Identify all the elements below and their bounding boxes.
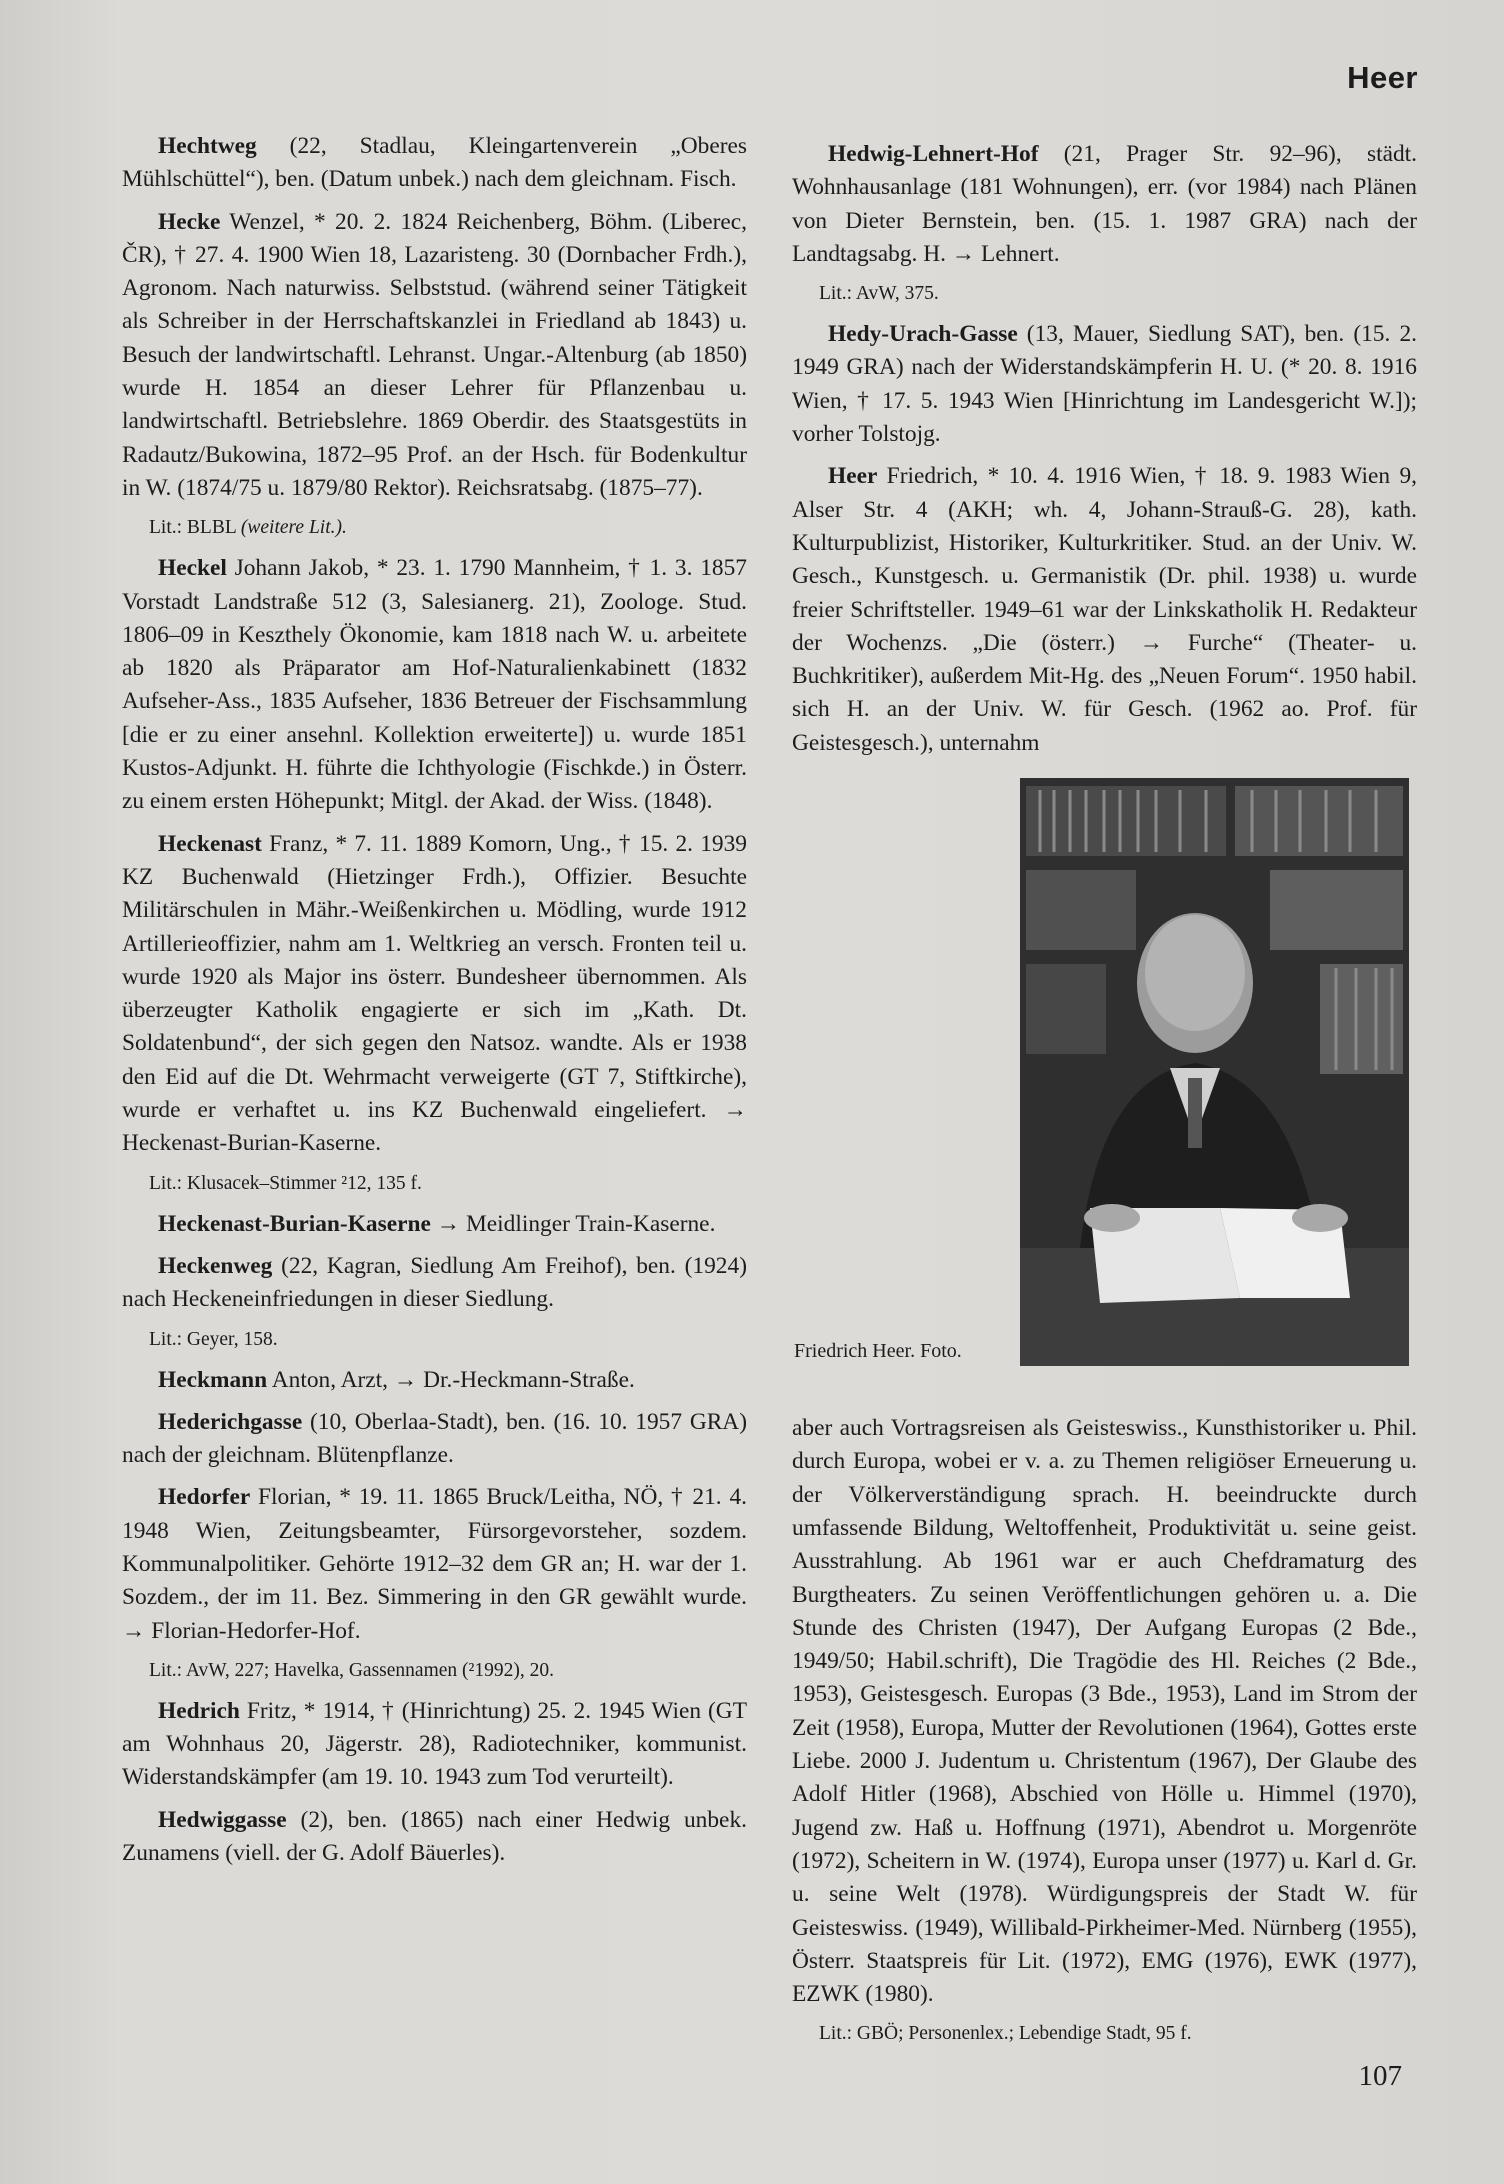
headword: Hedrich [158, 1697, 240, 1724]
entry-text: Wenzel, * 20. 2. 1824 Reichenberg, Böhm. (Liberec, ČR), † 27. 4. 1900 Wien 18, Lazaristeng. 30 (Dornbacher Frdh.), Agronom. Nach naturwiss. Selbststud. (während seiner Tätigkeit als Schreiber in der Herrschaftskanzlei in Friedland ab 1843) u. Besuch der landwirtschaftl. Lehranst. Ungar.-Altenburg (ab 1850) wurde H. 1854 an dieser Lehrer für Pflanzenbau u. landwirtschaftl. Betriebslehre. 1869 Oberdir. des Staatsgestüts in Radautz/Bukowina, 1872–95 Prof. an der Hsch. für Bodenkultur in W. (1874/75 u. 1879/80 Rektor). Reichsratsabg. (1875–77). [122, 208, 747, 501]
running-head: Heer [1347, 60, 1418, 95]
entry-hedwig-lehnert-hof [792, 138, 1417, 271]
entry-hecke [122, 206, 747, 506]
entry-heckenweg [122, 1250, 747, 1317]
headword: Heckenast [158, 830, 262, 857]
page-number: 107 [1358, 2060, 1402, 2092]
entry-hedrich [122, 1695, 747, 1795]
entry-heer-continued [792, 1412, 1417, 2011]
entry-text: (21, Prager Str. 92–96), städt. Wohnhausanlage (181 Wohnungen), err. (vor 1984) nach Plänen von Dieter Bernstein, ben. (15. 1. 1987 GRA) nach der Landtagsabg. H. → Lehnert. [792, 141, 1417, 267]
entry-text: (13, Mauer, Siedlung SAT), ben. (15. 2. 1949 GRA) nach der Widerstandskämpferin H. U. (* 20. 8. 1916 Wien, † 17. 5. 1943 Wien [Hinrichtung im Landesgericht W.]); vorher Tolstojg. [792, 321, 1417, 448]
headword: Hederichgasse [158, 1408, 303, 1435]
literature-reference: Lit.: GBÖ; Personenlex.; Lebendige Stadt, 95 f. [819, 2023, 1192, 2045]
entry-text: aber auch Vortragsreisen als Geisteswiss., Kunsthistoriker u. Phil. durch Europa, wobei er v. a. zu Themen religiöser Erneuerung u. der Völkerverständigung sprach. H. beeindruckte durch umfassende Bildung, Weltoffenheit, Produktivität u. seine geist. Ausstrahlung. Ab 1961 war er auch Chefdramaturg des Burgtheaters. Zu seinen Veröffentlichungen gehören u. a. Die Stunde des Christen (1947), Der Aufgang Europas (2 Bde., 1949/50; Habil.schrift), Die Tragödie des Hl. Reiches (2 Bde., 1953), Geistesgesch. Europas (3 Bde., 1953), Land im Strom der Zeit (1958), Europa, Mutter der Revolutionen (1964), Gottes erste Liebe. 2000 J. Judentum u. Christentum (1967), Der Glaube des Adolf Hitler (1968), Abschied von Hölle u. Himmel (1970), Jugend zw. Haß u. Hoffnung (1971), Abendrot u. Morgenröte (1972), Scheitern in W. (1974), Europa unser (1977) u. Karl d. Gr. u. seine Welt (1978). Würdigungspreis der Stadt W. für Geisteswiss. (1949), Willibald-Pirkheimer-Med. Nürnberg (1955), Österr. Staatspreis für Lit. (1972), EMG (1976), EWK (1977), EZWK (1980). [792, 1415, 1417, 2008]
portrait-photo [1020, 778, 1409, 1366]
entry-hechtweg [122, 130, 747, 197]
headword: Hecke [158, 208, 221, 235]
headword: Heckel [158, 555, 227, 582]
headword: Heer [828, 463, 878, 490]
entry-hedwiggasse [122, 1804, 747, 1871]
literature-reference: Lit.: AvW, 227; Havelka, Gassennamen (²1992), 20. [149, 1659, 554, 1681]
entry-hedy-urach-gasse [792, 318, 1417, 451]
entry-text: (22, Stadlau, Kleingartenverein „Oberes Mühlschüttel“), ben. (Datum unbek.) nach dem gleichnam. Fisch. [122, 133, 747, 193]
entry-heckenast-burian-kaserne [122, 1208, 747, 1241]
entry-text: Friedrich, * 10. 4. 1916 Wien, † 18. 9. 1983 Wien 9, Alser Str. 4 (AKH; wh. 4, Johann-Strauß-G. 28), kath. Kulturpublizist, Historiker, Kulturkritiker. Stud. an der Univ. W. Gesch., Kunstgesch. u. Germanistik (Dr. phil. 1938) u. wurde freier Schriftsteller. 1949–61 war der Linkskatholik H. Redakteur der Wochenzs. „Die (österr.) → Furche“ (Theater- u. Buchkritiker), außerdem Mit-Hg. des „Neuen Forum“. 1950 habil. sich H. an der Univ. W. für Gesch. (1962 ao. Prof. für Geistesgesch.), unternahm [792, 463, 1417, 756]
entry-text: (22, Kagran, Siedlung Am Freihof), ben. (1924) nach Heckeneinfriedungen in dieser Siedlung. [122, 1252, 747, 1313]
literature-reference: Lit.: Klusacek–Stimmer ²12, 135 f. [149, 1172, 422, 1194]
headword: Hedwiggasse [158, 1806, 287, 1833]
entry-text: Franz, * 7. 11. 1889 Komorn, Ung., † 15. 2. 1939 KZ Buchenwald (Hietzinger Frdh.), Offizier. Besuchte Militärschulen in Mähr.-Weißenkirchen u. Mödling, wurde 1912 Artillerieoffizier, nahm am 1. Weltkrieg an versch. Fronten teil u. wurde 1920 als Major ins österr. Bundesheer übernommen. Als überzeugter Katholik engagierte er sich im „Kath. Dt. Soldatenbund“, der sich gegen den Natsoz. wandte. Als er 1938 den Eid auf die Dt. Wehrmacht verweigerte (GT 7, Stiftkirche), wurde er verhaftet u. ins KZ Buchenwald eingeliefert. → Heckenast-Burian-Kaserne. [122, 830, 747, 1157]
headword: Heckenast-Burian-Kaserne [158, 1210, 431, 1237]
entry-text: Florian, * 19. 11. 1865 Bruck/Leitha, NÖ, † 21. 4. 1948 Wien, Zeitungsbeamter, Fürsorgevorsteher, sozdem. Kommunalpolitiker. Gehörte 1912–32 dem GR an; H. war der 1. Sozdem., der im 11. Bez. Simmering in den GR gewählt wurde. → Florian-Hedorfer-Hof. [122, 1484, 747, 1644]
entry-heckenast [122, 828, 747, 1161]
entry-text: Anton, Arzt, → Dr.-Heckmann-Straße. [267, 1366, 635, 1393]
literature-text: Lit.: BLBL [149, 517, 237, 539]
entry-text: → Meidlinger Train-Kaserne. [430, 1210, 716, 1237]
entry-text: (2), ben. (1865) nach einer Hedwig unbek. Zunamens (viell. der G. Adolf Bäuerles). [122, 1806, 747, 1867]
headword: Heckmann [158, 1366, 268, 1393]
entry-text: Fritz, * 1914, † (Hinrichtung) 25. 2. 1945 Wien (GT am Wohnhaus 20, Jägerstr. 28), Radiotechniker, kommunist. Widerstandskämpfer (am 19. 10. 1943 zum Tod verurteilt). [122, 1697, 747, 1791]
right-column [792, 138, 1417, 2058]
headword: Hedwig-Lehnert-Hof [828, 141, 1039, 167]
entry-heckmann [122, 1364, 747, 1397]
headword: Hechtweg [158, 133, 257, 159]
entry-hedorfer [122, 1481, 747, 1647]
literature-reference [122, 514, 747, 542]
left-column [122, 130, 747, 1879]
literature-reference: Lit.: Geyer, 158. [149, 1328, 278, 1350]
entry-heckel [122, 552, 747, 818]
literature-italic: (weitere Lit.). [240, 517, 347, 539]
entry-hederichgasse [122, 1406, 747, 1473]
entry-text: Johann Jakob, * 23. 1. 1790 Mannheim, † 1. 3. 1857 Vorstadt Landstraße 512 (3, Salesianerg. 21), Zoologe. Stud. 1806–09 in Keszthely Ökonomie, kam 1818 nach W. u. arbeitete ab 1820 als Präparator am Hof-Naturalienkabinett (1832 Aufseher-Ass., 1835 Aufseher, 1836 Betreuer der Fischsammlung [die er zu einer ansehnl. Kollektion erweiterte]) u. wurde 1851 Kustos-Adjunkt. H. führte die Ichthyologie (Fischkde.) in Österr. zu einem ersten Höhepunkt; Mitgl. der Akad. der Wiss. (1848). [122, 555, 747, 815]
headword: Hedorfer [158, 1484, 251, 1511]
headword: Heckenweg [158, 1252, 273, 1279]
headword: Hedy-Urach-Gasse [828, 321, 1018, 348]
literature-reference: Lit.: AvW, 375. [819, 283, 939, 305]
figure-caption: Friedrich Heer. Foto. [794, 1340, 962, 1363]
entry-heer [792, 460, 1417, 760]
portrait-figure [792, 778, 1417, 1394]
entry-text: (10, Oberlaa-Stadt), ben. (16. 10. 1957 GRA) nach der gleichnam. Blütenpflanze. [122, 1408, 747, 1469]
portrait-illustration [1020, 778, 1409, 1366]
